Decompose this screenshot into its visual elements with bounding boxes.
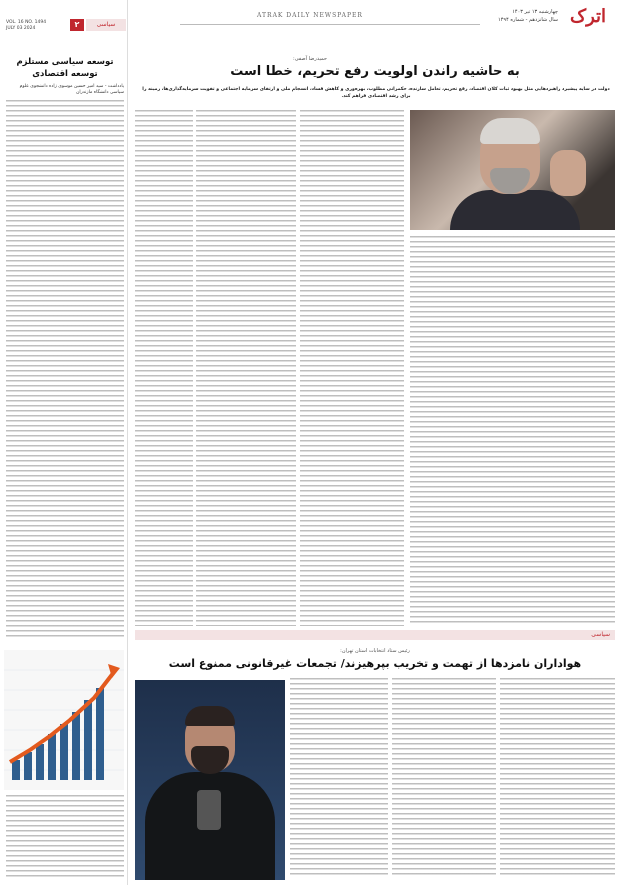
header-divider — [180, 24, 480, 25]
volume-number: VOL. 16 NO. 1494 — [6, 20, 47, 25]
main-article-body-col-3 — [196, 110, 296, 626]
header-date: چهارشنبه ۱۳ تیر ۱۴۰۳ — [512, 9, 558, 15]
main-article-body-col-2 — [300, 110, 404, 626]
newspaper-title: ATRAK DAILY NEWSPAPER — [257, 12, 363, 19]
left-column — [0, 0, 128, 885]
atrak-logo: اترک — [569, 6, 607, 27]
bottom-article-photo — [135, 680, 285, 880]
bottom-article-body-col-1 — [500, 678, 615, 878]
growth-chart-illustration — [4, 650, 124, 790]
main-article-body-col-1 — [410, 236, 615, 626]
main-article-body-col-4 — [135, 110, 193, 626]
page-number: ۲ — [70, 19, 84, 31]
section-tag: سیاسی — [86, 19, 126, 31]
header-date-block — [488, 8, 558, 24]
issue-date-en: JULY 03 2024 — [6, 26, 36, 31]
left-article-author: یادداشت - سید امیر حسین موسوی زاده دانشجوی علوم سیاسی دانشگاه مازندران — [19, 84, 124, 95]
main-article-headline: به حاشیه راندن اولویت رفع تحریم، خطا است — [230, 64, 520, 79]
bottom-article-body-col-2 — [392, 678, 496, 878]
bottom-article-headline: هواداران نامزدها از تهمت و تخریب بپرهیزند/ تجمعات غیرقانونی ممنوع است — [168, 657, 582, 670]
main-article-photo — [410, 110, 615, 230]
left-article-body-continued — [6, 795, 124, 880]
header-issue: سال شانزدهم - شماره ۱۴۹۴ — [498, 17, 558, 23]
main-article-lead: دولت در سایه پیشبرد راهبردهایی مثل بهبود ثبات کلان اقتصاد، رفع تحریم، تعامل سازنده، حکمرانی مطلوب، بهره‌وری و کاهش فساد، انسجام ملی و ارتقای سرمایه اجتماعی و تقویت سرمایه‌گذاری‌ها، زمینه را برای رشد اقتصادی فراهم کند. — [142, 87, 610, 99]
section-bar-label: سیاسی — [591, 631, 610, 638]
main-article-kicker: حمیدرضا آصفی: — [293, 56, 327, 62]
left-article-headline: توسعه سیاسی مستلزم توسعه اقتصادی — [16, 57, 114, 79]
bottom-article-body-col-3 — [290, 678, 388, 878]
volume-info — [6, 20, 66, 32]
left-article-body — [6, 100, 124, 640]
bottom-article-kicker: رئیس ستاد انتخابات استان تهران: — [340, 648, 410, 654]
section-bar — [135, 630, 615, 640]
